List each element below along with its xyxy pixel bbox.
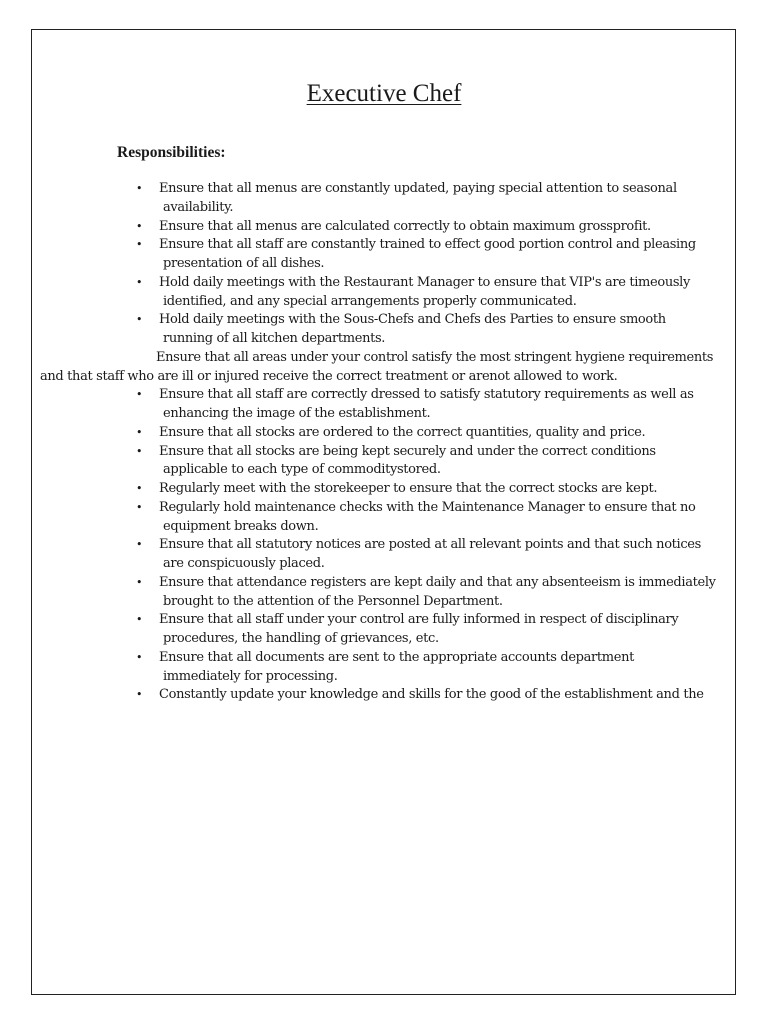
bullet-icon: • — [136, 575, 143, 589]
list-item-line: Ensure that attendance registers are kept daily and that any absenteeism is immediately — [159, 574, 716, 590]
list-item-line: Hold daily meetings with the Restaurant Manager to ensure that VIP's are timeously — [159, 274, 690, 290]
list-item-line: availability. — [163, 199, 234, 215]
list-item-line: Ensure that all statutory notices are posted at all relevant points and that such notices — [159, 537, 701, 553]
list-item-line: Constantly update your knowledge and skills for the good of the establishment and the — [159, 687, 704, 703]
bullet-icon: • — [136, 650, 143, 664]
list-item-line: Ensure that all staff are correctly dressed to satisfy statutory requirements as well as — [159, 387, 694, 403]
paragraph-line: and that staff who are ill or injured receive the correct treatment or arenot allowed to work. — [40, 368, 618, 384]
bullet-icon: • — [136, 613, 143, 627]
list-item-line: Regularly meet with the storekeeper to ensure that the correct stocks are kept. — [159, 481, 658, 496]
bullet-icon: • — [136, 444, 143, 458]
list-item-line: enhancing the image of the establishment. — [163, 406, 431, 421]
list-item-line: Regularly hold maintenance checks with the Maintenance Manager to ensure that no — [159, 499, 696, 515]
list-item-line: applicable to each type of commoditystored. — [163, 462, 441, 478]
document-title — [0, 78, 768, 110]
bullet-icon: • — [136, 313, 143, 327]
list-item-line: immediately for processing. — [163, 668, 338, 684]
list-item-line: identified, and any special arrangements properly communicated. — [163, 293, 577, 309]
list-item-line: Ensure that all menus are constantly updated, paying special attention to seasonal — [159, 181, 677, 196]
paragraph-line: Ensure that all areas under your control satisfy the most stringent hygiene requirements — [156, 349, 714, 365]
list-item-line: Ensure that all staff under your control are fully informed in respect of disciplinary — [159, 612, 679, 628]
list-item-line: presentation of all dishes. — [163, 256, 325, 271]
list-item-line: Ensure that all documents are sent to the appropriate accounts department — [159, 649, 634, 665]
bullet-icon: • — [136, 688, 143, 702]
list-item-line: running of all kitchen departments. — [163, 331, 386, 346]
section-heading: Responsibilities: — [117, 144, 226, 161]
list-item-line: Ensure that all menus are calculated correctly to obtain maximum grossprofit. — [159, 218, 651, 234]
bullet-icon: • — [136, 538, 143, 552]
list-item-line: equipment breaks down. — [163, 518, 319, 534]
bullet-icon: • — [136, 219, 143, 233]
list-item-line: Ensure that all stocks are ordered to the correct quantities, quality and price. — [159, 424, 646, 440]
list-item-line: Ensure that all staff are constantly trained to effect good portion control and pleasing — [159, 237, 696, 253]
bullet-icon: • — [136, 238, 143, 252]
list-item-line: brought to the attention of the Personnel Department. — [163, 593, 503, 609]
bullet-icon: • — [136, 275, 143, 289]
list-item-line: are conspicuously placed. — [163, 556, 325, 571]
list-item-line: procedures, the handling of grievances, etc. — [163, 631, 439, 646]
bullet-icon: • — [136, 425, 143, 439]
bullet-icon: • — [136, 388, 143, 402]
bullet-icon: • — [136, 182, 143, 195]
list-item-line: Hold daily meetings with the Sous-Chefs and Chefs des Parties to ensure smooth — [159, 312, 666, 328]
list-item-line: Ensure that all stocks are being kept securely and under the correct conditions — [159, 443, 656, 459]
document-title-text: Executive Chef — [306, 80, 462, 107]
bullet-icon: • — [136, 482, 143, 495]
bullet-icon: • — [136, 500, 143, 514]
